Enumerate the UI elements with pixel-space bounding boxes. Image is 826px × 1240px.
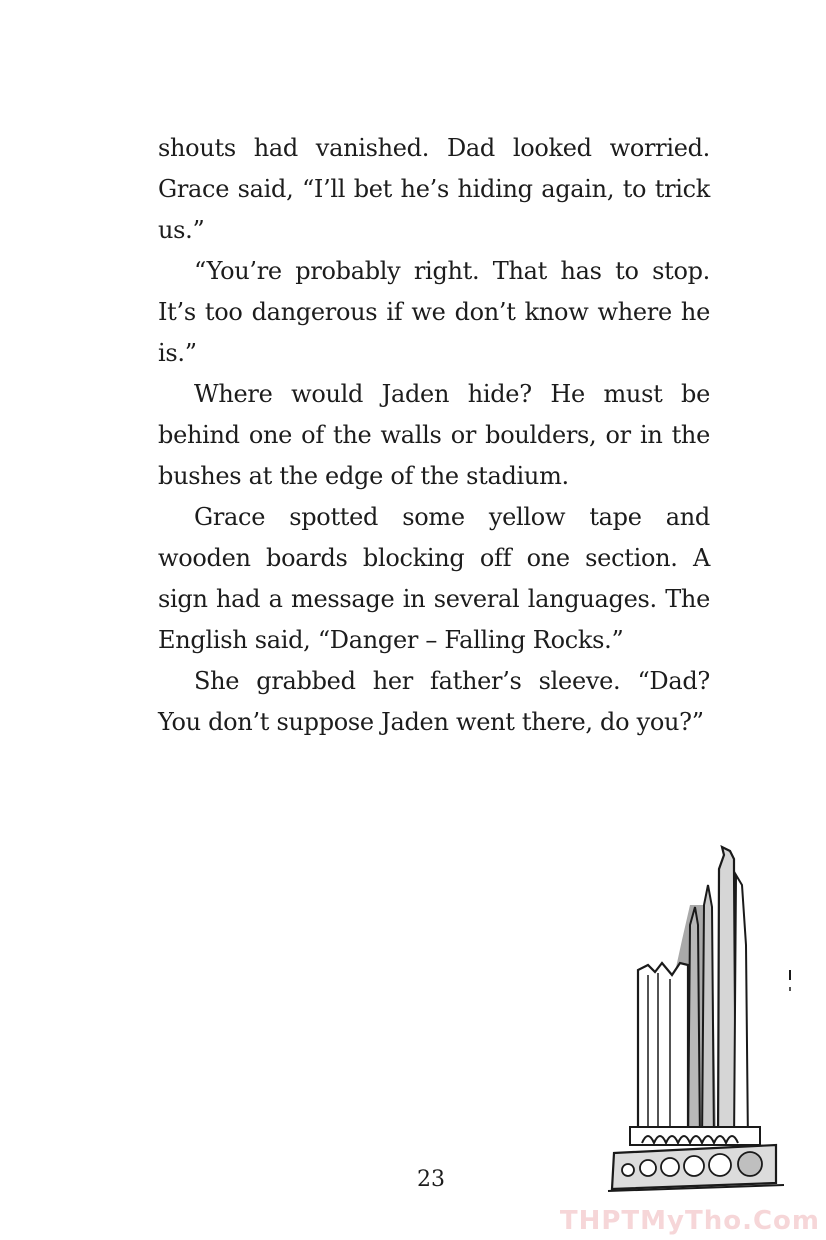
paragraph-5: She grabbed her father’s sleeve. “Dad? You don’t suppose Jaden went there, do you?” xyxy=(158,667,710,736)
body-text xyxy=(158,128,710,743)
paragraph-4: Grace spotted some yellow tape and wooden boards blocking off one section. A sign had a message in several languages. The English said, “Danger – Falling Rocks.” xyxy=(158,503,710,654)
watermark: THPTMyTho.Com xyxy=(559,1206,820,1236)
column-left-broken xyxy=(638,963,688,1145)
paragraph-2: “You’re probably right. That has to stop. It’s too dangerous if we don’t know where he is.” xyxy=(158,257,710,367)
page-number: 23 xyxy=(417,1167,445,1192)
column-strip-4 xyxy=(734,875,748,1145)
column-strip-2 xyxy=(702,885,714,1145)
ruined-column-illustration xyxy=(600,845,800,1195)
paragraph-1: shouts had vanished. Dad looked worried. Grace said, “I’ll bet he’s hiding again, to trick us.” xyxy=(158,134,710,244)
column-strip-1 xyxy=(688,907,700,1145)
column-top-jagged xyxy=(718,847,736,1145)
paragraph-3: Where would Jaden hide? He must be behind one of the walls or boulders, or in the bushes at the edge of the stadium. xyxy=(158,380,710,490)
